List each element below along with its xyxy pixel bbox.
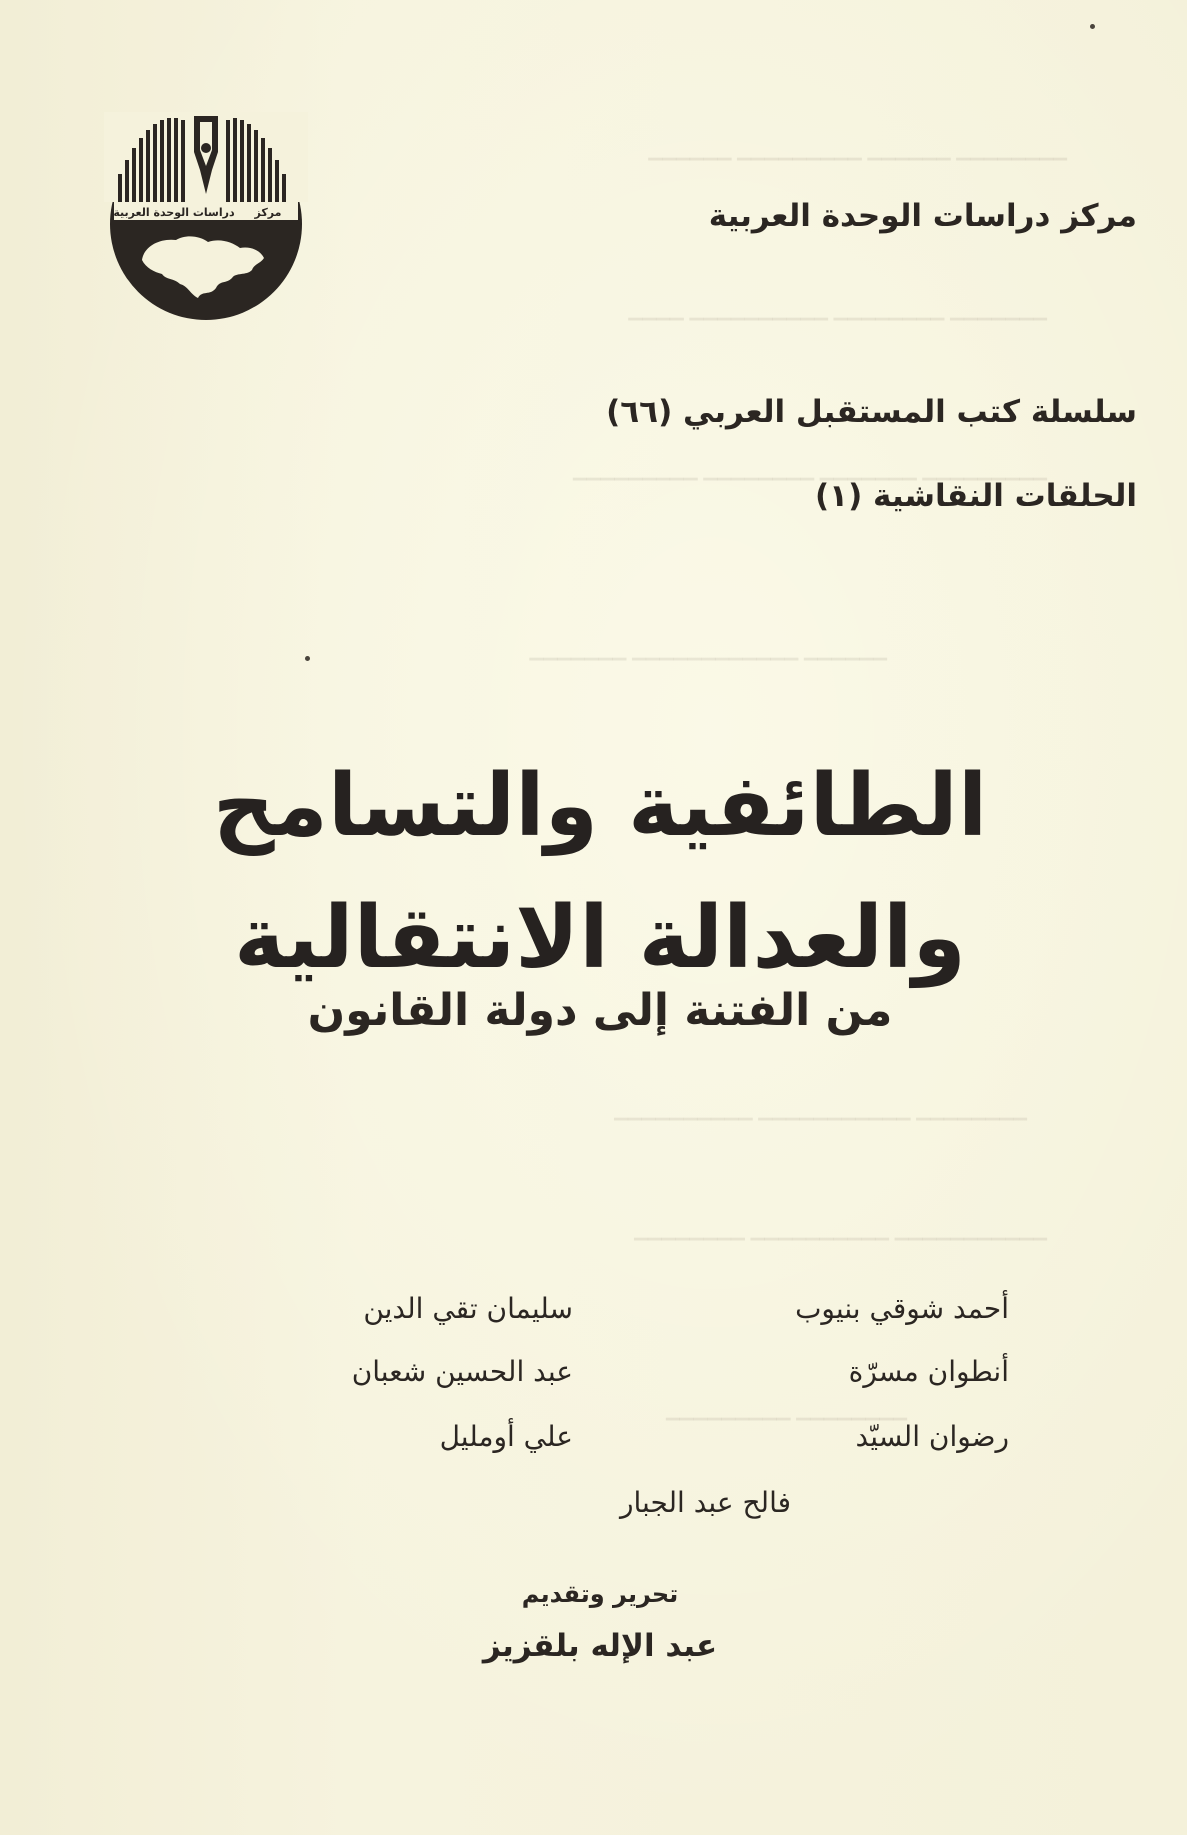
editor-name: عبد الإله بلقزيز <box>482 1628 718 1664</box>
publisher-name: مركز دراسات الوحدة العربية <box>708 198 1137 234</box>
author-name: أحمد شوقي بنيوب <box>795 1292 1009 1325</box>
show-through-text: ▁▁▁▁▁▁▁▁ ▁▁▁▁▁▁ ▁▁▁▁▁▁▁▁▁ ▁▁▁▁▁▁ <box>648 140 1067 161</box>
publisher-logo <box>104 112 308 320</box>
title-line-2: والعدالة الانتقالية <box>234 888 966 988</box>
show-through-text: ▁▁▁▁▁▁▁ ▁▁▁▁▁▁▁▁ ▁▁▁▁▁▁▁▁▁▁ ▁▁▁▁ <box>628 300 1047 321</box>
show-through-text: ▁▁▁▁▁▁▁▁▁▁▁ ▁▁▁▁▁▁▁▁▁▁ ▁▁▁▁▁▁▁▁ <box>634 1220 1047 1241</box>
author-name: سليمان تقي الدين <box>363 1292 573 1325</box>
show-through-text: ▁▁▁▁▁▁▁▁ ▁▁▁▁▁▁▁▁▁▁▁ ▁▁▁▁▁▁▁▁▁▁ <box>614 1100 1027 1121</box>
show-through-text: ▁▁▁▁▁▁▁▁▁ ▁▁▁▁▁▁▁ ▁▁▁▁▁▁▁▁ ▁▁▁▁▁▁▁▁▁ <box>573 460 1047 481</box>
author-name: علي أومليل <box>439 1420 573 1453</box>
print-speck <box>1090 24 1095 29</box>
author-name: عبد الحسين شعبان <box>351 1355 573 1388</box>
show-through-text: ▁▁▁▁▁▁ ▁▁▁▁▁▁▁▁▁▁▁▁ ▁▁▁▁▁▁▁ <box>529 640 887 661</box>
author-name: فالح عبد الجبار <box>619 1486 791 1519</box>
series-name: سلسلة كتب المستقبل العربي (٦٦) <box>606 394 1137 430</box>
book-title <box>160 740 1040 1004</box>
title-line-1: الطائفية والتسامح <box>212 756 988 856</box>
svg-text:مركز: مركز <box>254 206 282 219</box>
book-subtitle: من الفتنة إلى دولة القانون <box>307 985 893 1036</box>
print-speck <box>305 656 310 661</box>
author-name: أنطوان مسرّة <box>848 1355 1009 1388</box>
author-name: رضوان السيّد <box>855 1420 1009 1453</box>
svg-text:دراسات الوحدة العربية: دراسات الوحدة العربية <box>113 206 235 219</box>
editor-credit-label: تحرير وتقديم <box>521 1580 679 1608</box>
show-through-text: ▁▁▁▁▁▁▁▁ ▁▁▁▁▁▁▁▁▁ <box>665 1400 907 1421</box>
subseries-name: الحلقات النقاشية (١) <box>814 478 1137 514</box>
